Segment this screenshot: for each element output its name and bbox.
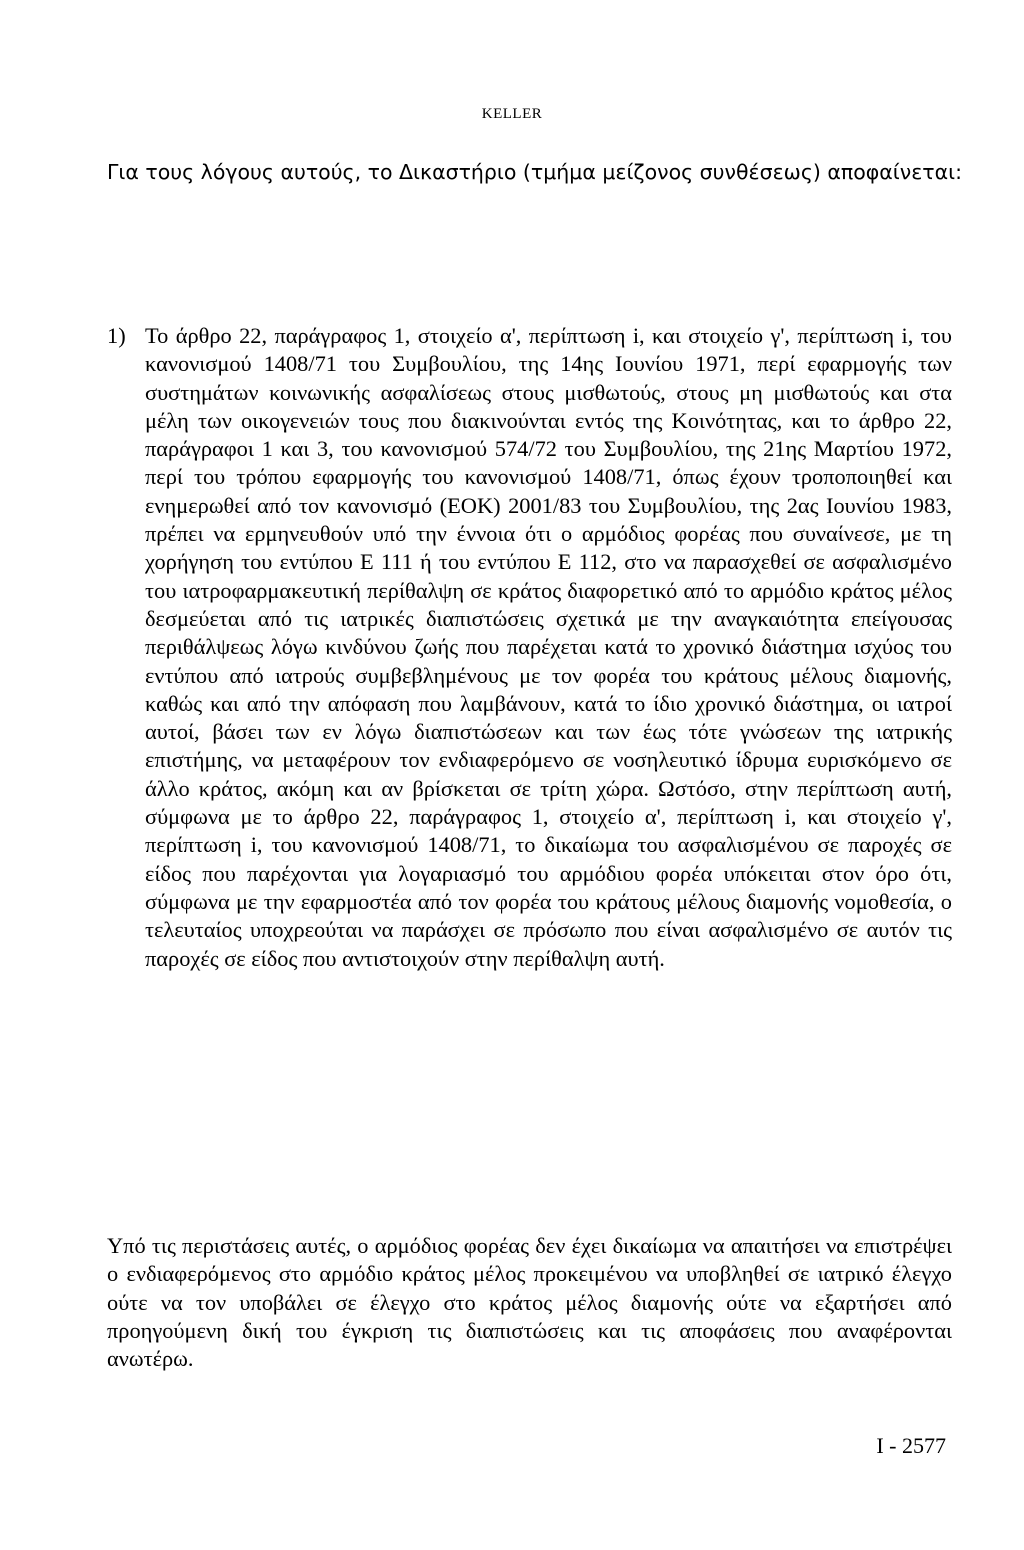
ruling-text: Το άρθρο 22, παράγραφος 1, στοιχείο α', περίπτωση i, και στοιχείο γ', περίπτωση i, του κανονισμού 1408/71 του Συμβουλίου, της 14ης Ιουνίου 1971, περί εφαρμογής των συστημάτων κοινωνικής ασφαλίσεως στους μισθωτούς, στους μη μισθωτούς και στα μέλη των οικογενειών τους που διακινούνται εντός της Κοινότητας, και το άρθρο 22, παράγραφοι 1 και 3, του κανονισμού 574/72 του Συμβουλίου, της 21ης Μαρτίου 1972, περί του τρόπου εφαρμογής του κανονισμού 1408/71, όπως έχουν τροποποιηθεί και ενημερωθεί από τον κανονισμό (ΕΟΚ) 2001/83 του Συμβουλίου, της 2ας Ιουνίου 1983, πρέπει να ερμηνευθούν υπό την έννοια ότι ο αρμόδιος φορέας που συναίνεσε, με τη χορήγηση του εντύπου Ε 111 ή του εντύπου Ε 112, στο να παρασχεθεί σε ασφαλισμένο του ιατροφαρμακευτική περίθαλψη σε κράτος διαφορετικό από το αρμόδιο κράτος μέλος δεσμεύεται από τις ιατρικές διαπιστώσεις σχετικά με την αναγκαιότητα επείγουσας περιθάλψεως λόγω κινδύνου ζωής που παρέχεται κατά το χρονικό διάστημα ισχύος του εντύπου από ιατρούς συμβεβλημένους με τον φορέα του κράτους μέλους διαμονής, καθώς και από την απόφαση που λαμβάνουν, κατά το ίδιο χρονικό διάστημα, οι ιατροί αυτοί, βάσει των εν λόγω διαπιστώσεων και των έως τότε γνώσεων της ιατρικής επιστήμης, να μεταφέρουν τον ενδιαφερόμενο σε νοσηλευτικό ίδρυμα ευρισκόμενο σε άλλο κράτος, ακόμη και αν βρίσκεται σε τρίτη χώρα. Ωστόσο, στην περίπτωση αυτή, σύμφωνα με το άρθρο 22, παράγραφος 1, στοιχείο α', περίπτωση i, και στοιχείο γ', περίπτωση i, του κανονισμού 1408/71, το δικαίωμα του ασφαλισμένου σε παροχές σε είδος που παρέχονται για λογαριασμό του αρμόδιου φορέα υπόκειται στον όρο ότι, σύμφωνα με την εφαρμοστέα από τον φορέα του κράτους μέλους διαμονής νομοθεσία, ο τελευταίος υποχρεούται να παράσχει σε πρόσωπο που είναι ασφαλισμένο σε αυτόν τις παροχές σε είδος που αντιστοιχούν στην περίθαλψη αυτή. xyxy=(145,323,952,971)
ruling-number: 1) xyxy=(107,323,126,348)
ruling-paragraph xyxy=(107,322,952,973)
operative-intro: Για τους λόγους αυτούς, το Δικαστήριο (τμήμα μείζονος συνθέσεως) αποφαίνεται: xyxy=(107,160,962,184)
page-number: I - 2577 xyxy=(876,1433,946,1458)
conclusion-paragraph: Υπό τις περιστάσεις αυτές, ο αρμόδιος φορέας δεν έχει δικαίωμα να απαιτήσει να επιστρέψει ο ενδιαφερόμενος στο αρμόδιο κράτος μέλος προκειμένου να υποβληθεί σε ιατρικό έλεγχο ούτε να τον υποβάλει σε έλεγχο στο κράτος μέλος διαμονής ούτε να εξαρτήσει από προηγούμενη δική του έγκριση τις διαπιστώσεις και τις αποφάσεις που αναφέρονται ανωτέρω. xyxy=(107,1233,952,1372)
running-header: KELLER xyxy=(481,106,543,122)
